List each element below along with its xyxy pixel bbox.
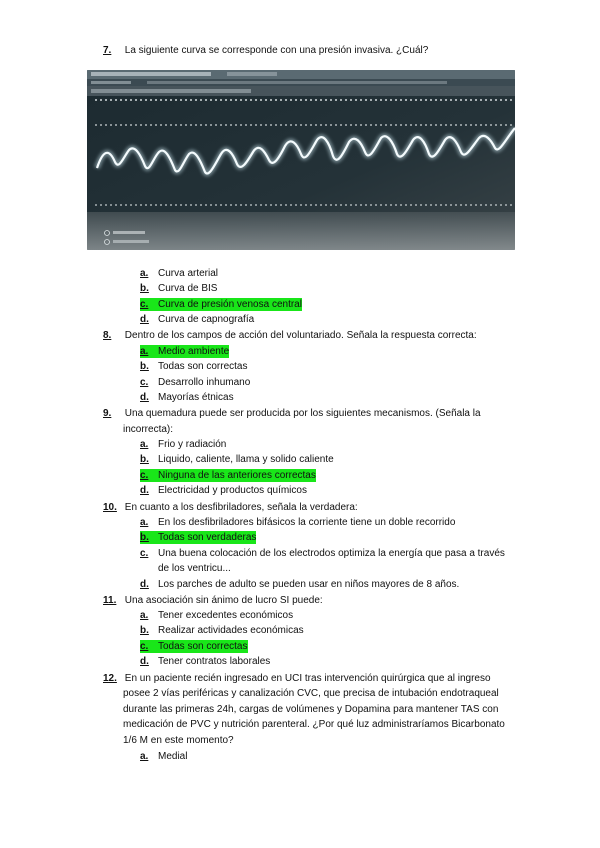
option-text: Realizar actividades económicas <box>158 625 304 636</box>
option-text: Todas son verdaderas <box>158 532 257 543</box>
option-11d[interactable] <box>140 655 270 668</box>
option-text: Mayorías étnicas <box>158 392 234 403</box>
option-10b-correct[interactable] <box>140 531 256 544</box>
option-7a[interactable] <box>140 267 218 280</box>
option-11b[interactable] <box>140 624 304 637</box>
question-text: Una asociación sin ánimo de lucro SI puede: <box>124 595 323 606</box>
option-letter: b. <box>140 283 149 294</box>
option-letter: c. <box>140 299 149 310</box>
option-text: Tener contratos laborales <box>158 656 271 667</box>
option-letter: d. <box>140 579 149 590</box>
option-text: Una buena colocación de los electrodos optimiza la energía que pasa a través <box>158 548 505 559</box>
option-12a[interactable] <box>140 750 187 763</box>
option-9b[interactable] <box>140 453 334 466</box>
question-number: 7. <box>103 45 112 56</box>
option-7c-correct[interactable] <box>140 298 302 311</box>
pressure-curve-photo <box>87 70 515 250</box>
option-text: Curva arterial <box>158 268 219 279</box>
option-9c-correct[interactable] <box>140 469 316 482</box>
option-letter: d. <box>140 485 149 496</box>
option-text: Desarrollo inhumano <box>158 377 251 388</box>
option-letter: c. <box>140 470 149 481</box>
option-letter: b. <box>140 454 149 465</box>
option-7b[interactable] <box>140 282 217 295</box>
option-8d[interactable] <box>140 391 234 404</box>
option-letter: b. <box>140 361 149 372</box>
question-10 <box>103 500 523 516</box>
option-letter: d. <box>140 656 149 667</box>
option-text: Curva de presión venosa central <box>158 299 302 310</box>
option-text: Medio ambiente <box>158 346 230 357</box>
option-text: Liquido, caliente, llama y solido caliente <box>158 454 334 465</box>
monitor-photo <box>87 70 515 250</box>
question-text-line: medicación de PVC y nutrición parenteral. ¿Por qué luz administraríamos Bicarbonato <box>123 719 505 730</box>
question-text-line: posee 2 vías periféricas y canalización CVC, que precisa de intubación endotraqueal <box>123 688 499 699</box>
option-letter: a. <box>140 610 149 621</box>
option-text: Medial <box>158 751 188 762</box>
question-9 <box>103 406 523 422</box>
option-10d[interactable] <box>140 578 459 591</box>
option-letter: b. <box>140 532 149 543</box>
option-text: Electricidad y productos químicos <box>158 485 307 496</box>
question-text: En un paciente recién ingresado en UCI tras intervención quirúrgica que al ingreso <box>124 673 491 684</box>
question-text: Una quemadura puede ser producida por los siguientes mecanismos. (Señala la <box>124 408 481 419</box>
option-7d[interactable] <box>140 313 254 326</box>
question-text: La siguiente curva se corresponde con una presión invasiva. ¿Cuál? <box>124 45 429 56</box>
option-11c-correct[interactable] <box>140 640 248 653</box>
question-number: 8. <box>103 330 112 341</box>
option-text: En los desfibriladores bifásicos la corriente tiene un doble recorrido <box>158 517 456 528</box>
option-text: Todas son correctas <box>158 641 248 652</box>
option-10c-continued: de los ventricu... <box>158 563 231 574</box>
option-letter: d. <box>140 392 149 403</box>
option-letter: a. <box>140 751 149 762</box>
option-letter: c. <box>140 641 149 652</box>
option-letter: d. <box>140 314 149 325</box>
option-text: Todas son correctas <box>158 361 248 372</box>
option-letter: a. <box>140 439 149 450</box>
option-10a[interactable] <box>140 516 455 529</box>
question-8 <box>103 328 523 344</box>
question-7 <box>103 43 523 59</box>
option-text: Curva de BIS <box>158 283 218 294</box>
option-letter: a. <box>140 346 149 357</box>
question-12 <box>103 671 523 687</box>
option-11a[interactable] <box>140 609 293 622</box>
option-text: Ninguna de las anteriores correctas <box>158 470 316 481</box>
option-letter: a. <box>140 517 149 528</box>
option-8b[interactable] <box>140 360 248 373</box>
option-text: Tener excedentes económicos <box>158 610 294 621</box>
question-text-continued: incorrecta): <box>123 424 174 435</box>
option-text: Frio y radiación <box>158 439 227 450</box>
option-9a[interactable] <box>140 438 226 451</box>
question-text-line: 1/6 M en este momento? <box>123 735 234 746</box>
question-number: 11. <box>103 595 117 606</box>
option-8c[interactable] <box>140 376 250 389</box>
option-text: Curva de capnografía <box>158 314 255 325</box>
question-11 <box>103 593 523 609</box>
option-10c[interactable] <box>140 547 505 560</box>
option-8a-correct[interactable] <box>140 345 229 358</box>
question-text-line: durante las primeras 24h, cargas de volúmenes y Dopamina para mantener TAS con <box>123 704 499 715</box>
question-number: 12. <box>103 673 117 684</box>
question-number: 9. <box>103 408 112 419</box>
option-9d[interactable] <box>140 484 307 497</box>
option-text: Los parches de adulto se pueden usar en niños mayores de 8 años. <box>158 579 460 590</box>
option-letter: b. <box>140 625 149 636</box>
question-text: En cuanto a los desfibriladores, señala la verdadera: <box>124 502 358 513</box>
question-text: Dentro de los campos de acción del voluntariado. Señala la respuesta correcta: <box>124 330 477 341</box>
option-letter: a. <box>140 268 149 279</box>
option-letter: c. <box>140 548 149 559</box>
option-letter: c. <box>140 377 149 388</box>
question-number: 10. <box>103 502 117 513</box>
